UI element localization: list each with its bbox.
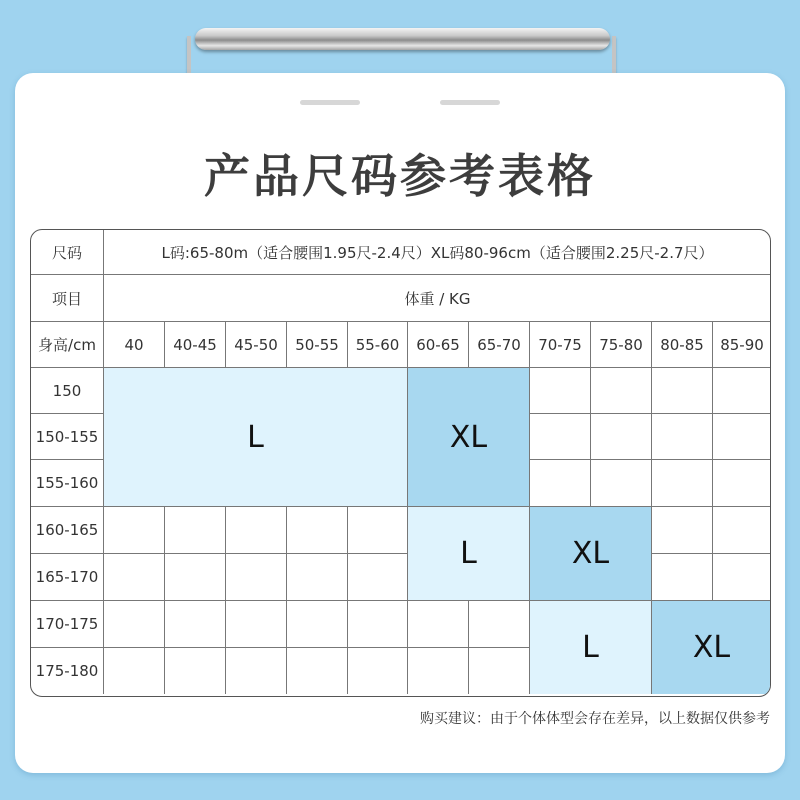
size-region-xl: XL <box>652 601 771 694</box>
grid-cell-empty <box>165 554 226 601</box>
grid-cell-empty <box>469 601 530 648</box>
grid-cell-empty <box>226 554 287 601</box>
grid-cell-empty <box>287 554 348 601</box>
size-region-xl: XL <box>530 507 652 601</box>
height-label-cell: 175-180 <box>31 648 104 694</box>
weight-header-cell: 55-60 <box>348 322 408 368</box>
size-chart-table <box>30 229 771 697</box>
clip-slot-right <box>440 100 500 105</box>
grid-cell-empty <box>287 507 348 554</box>
weight-unit-header: 体重 / KG <box>104 275 771 322</box>
grid-cell-empty <box>652 414 713 460</box>
size-region-xl: XL <box>408 368 530 507</box>
grid-cell-empty <box>530 368 591 414</box>
grid-cell-empty <box>165 601 226 648</box>
weight-header-cell: 40 <box>104 322 165 368</box>
height-label-cell: 160-165 <box>31 507 104 554</box>
grid-cell-empty <box>713 554 771 601</box>
grid-cell-empty <box>104 507 165 554</box>
clip-slot-left <box>300 100 360 105</box>
grid-cell-empty <box>652 507 713 554</box>
size-region-l: L <box>530 601 652 694</box>
grid-cell-empty <box>104 554 165 601</box>
size-region-l: L <box>408 507 530 601</box>
grid-cell-empty <box>652 368 713 414</box>
height-label-cell: 150-155 <box>31 414 104 460</box>
grid-cell-empty <box>408 648 469 694</box>
weight-header-cell: 60-65 <box>408 322 469 368</box>
weight-header-cell: 75-80 <box>591 322 652 368</box>
grid-cell-empty <box>652 554 713 601</box>
grid-cell-empty <box>469 648 530 694</box>
grid-cell-empty <box>530 414 591 460</box>
grid-cell-empty <box>713 460 771 507</box>
weight-header-cell: 45-50 <box>226 322 287 368</box>
height-label-cell: 155-160 <box>31 460 104 507</box>
weight-header-cell: 65-70 <box>469 322 530 368</box>
clipboard-clip-bar <box>195 28 610 50</box>
purchase-note: 购买建议：由于个体体型会存在差异，以上数据仅供参考 <box>420 711 770 727</box>
height-unit-header: 身高/cm <box>31 322 104 368</box>
height-label-cell: 150 <box>31 368 104 414</box>
weight-header-cell: 50-55 <box>287 322 348 368</box>
grid-cell-empty <box>226 507 287 554</box>
grid-cell-empty <box>287 601 348 648</box>
grid-cell-empty <box>165 648 226 694</box>
grid-cell-empty <box>226 601 287 648</box>
grid-cell-empty <box>591 414 652 460</box>
weight-header-cell: 70-75 <box>530 322 591 368</box>
grid-cell-empty <box>348 554 408 601</box>
grid-cell-empty <box>530 460 591 507</box>
grid-cell-empty <box>287 648 348 694</box>
page-title: 产品尺码参考表格 <box>204 149 596 203</box>
weight-header-cell: 80-85 <box>652 322 713 368</box>
height-label-cell: 170-175 <box>31 601 104 648</box>
height-label-cell: 165-170 <box>31 554 104 601</box>
grid-cell-empty <box>104 648 165 694</box>
grid-cell-empty <box>652 460 713 507</box>
size-row-label: 尺码 <box>31 230 104 275</box>
grid-cell-empty <box>226 648 287 694</box>
size-region-l: L <box>104 368 408 507</box>
grid-cell-empty <box>591 368 652 414</box>
grid-cell-empty <box>348 601 408 648</box>
grid-cell-empty <box>713 368 771 414</box>
weight-header-cell: 40-45 <box>165 322 226 368</box>
grid-cell-empty <box>713 414 771 460</box>
grid-cell-empty <box>348 507 408 554</box>
grid-cell-empty <box>348 648 408 694</box>
grid-cell-empty <box>408 601 469 648</box>
size-row-text: L码:65-80m（适合腰围1.95尺-2.4尺）XL码80-96cm（适合腰围2.25尺-2.7尺） <box>104 230 771 275</box>
weight-header-cell: 85-90 <box>713 322 771 368</box>
grid-cell-empty <box>591 460 652 507</box>
item-row-label: 项目 <box>31 275 104 322</box>
grid-cell-empty <box>165 507 226 554</box>
grid-cell-empty <box>104 601 165 648</box>
grid-cell-empty <box>713 507 771 554</box>
